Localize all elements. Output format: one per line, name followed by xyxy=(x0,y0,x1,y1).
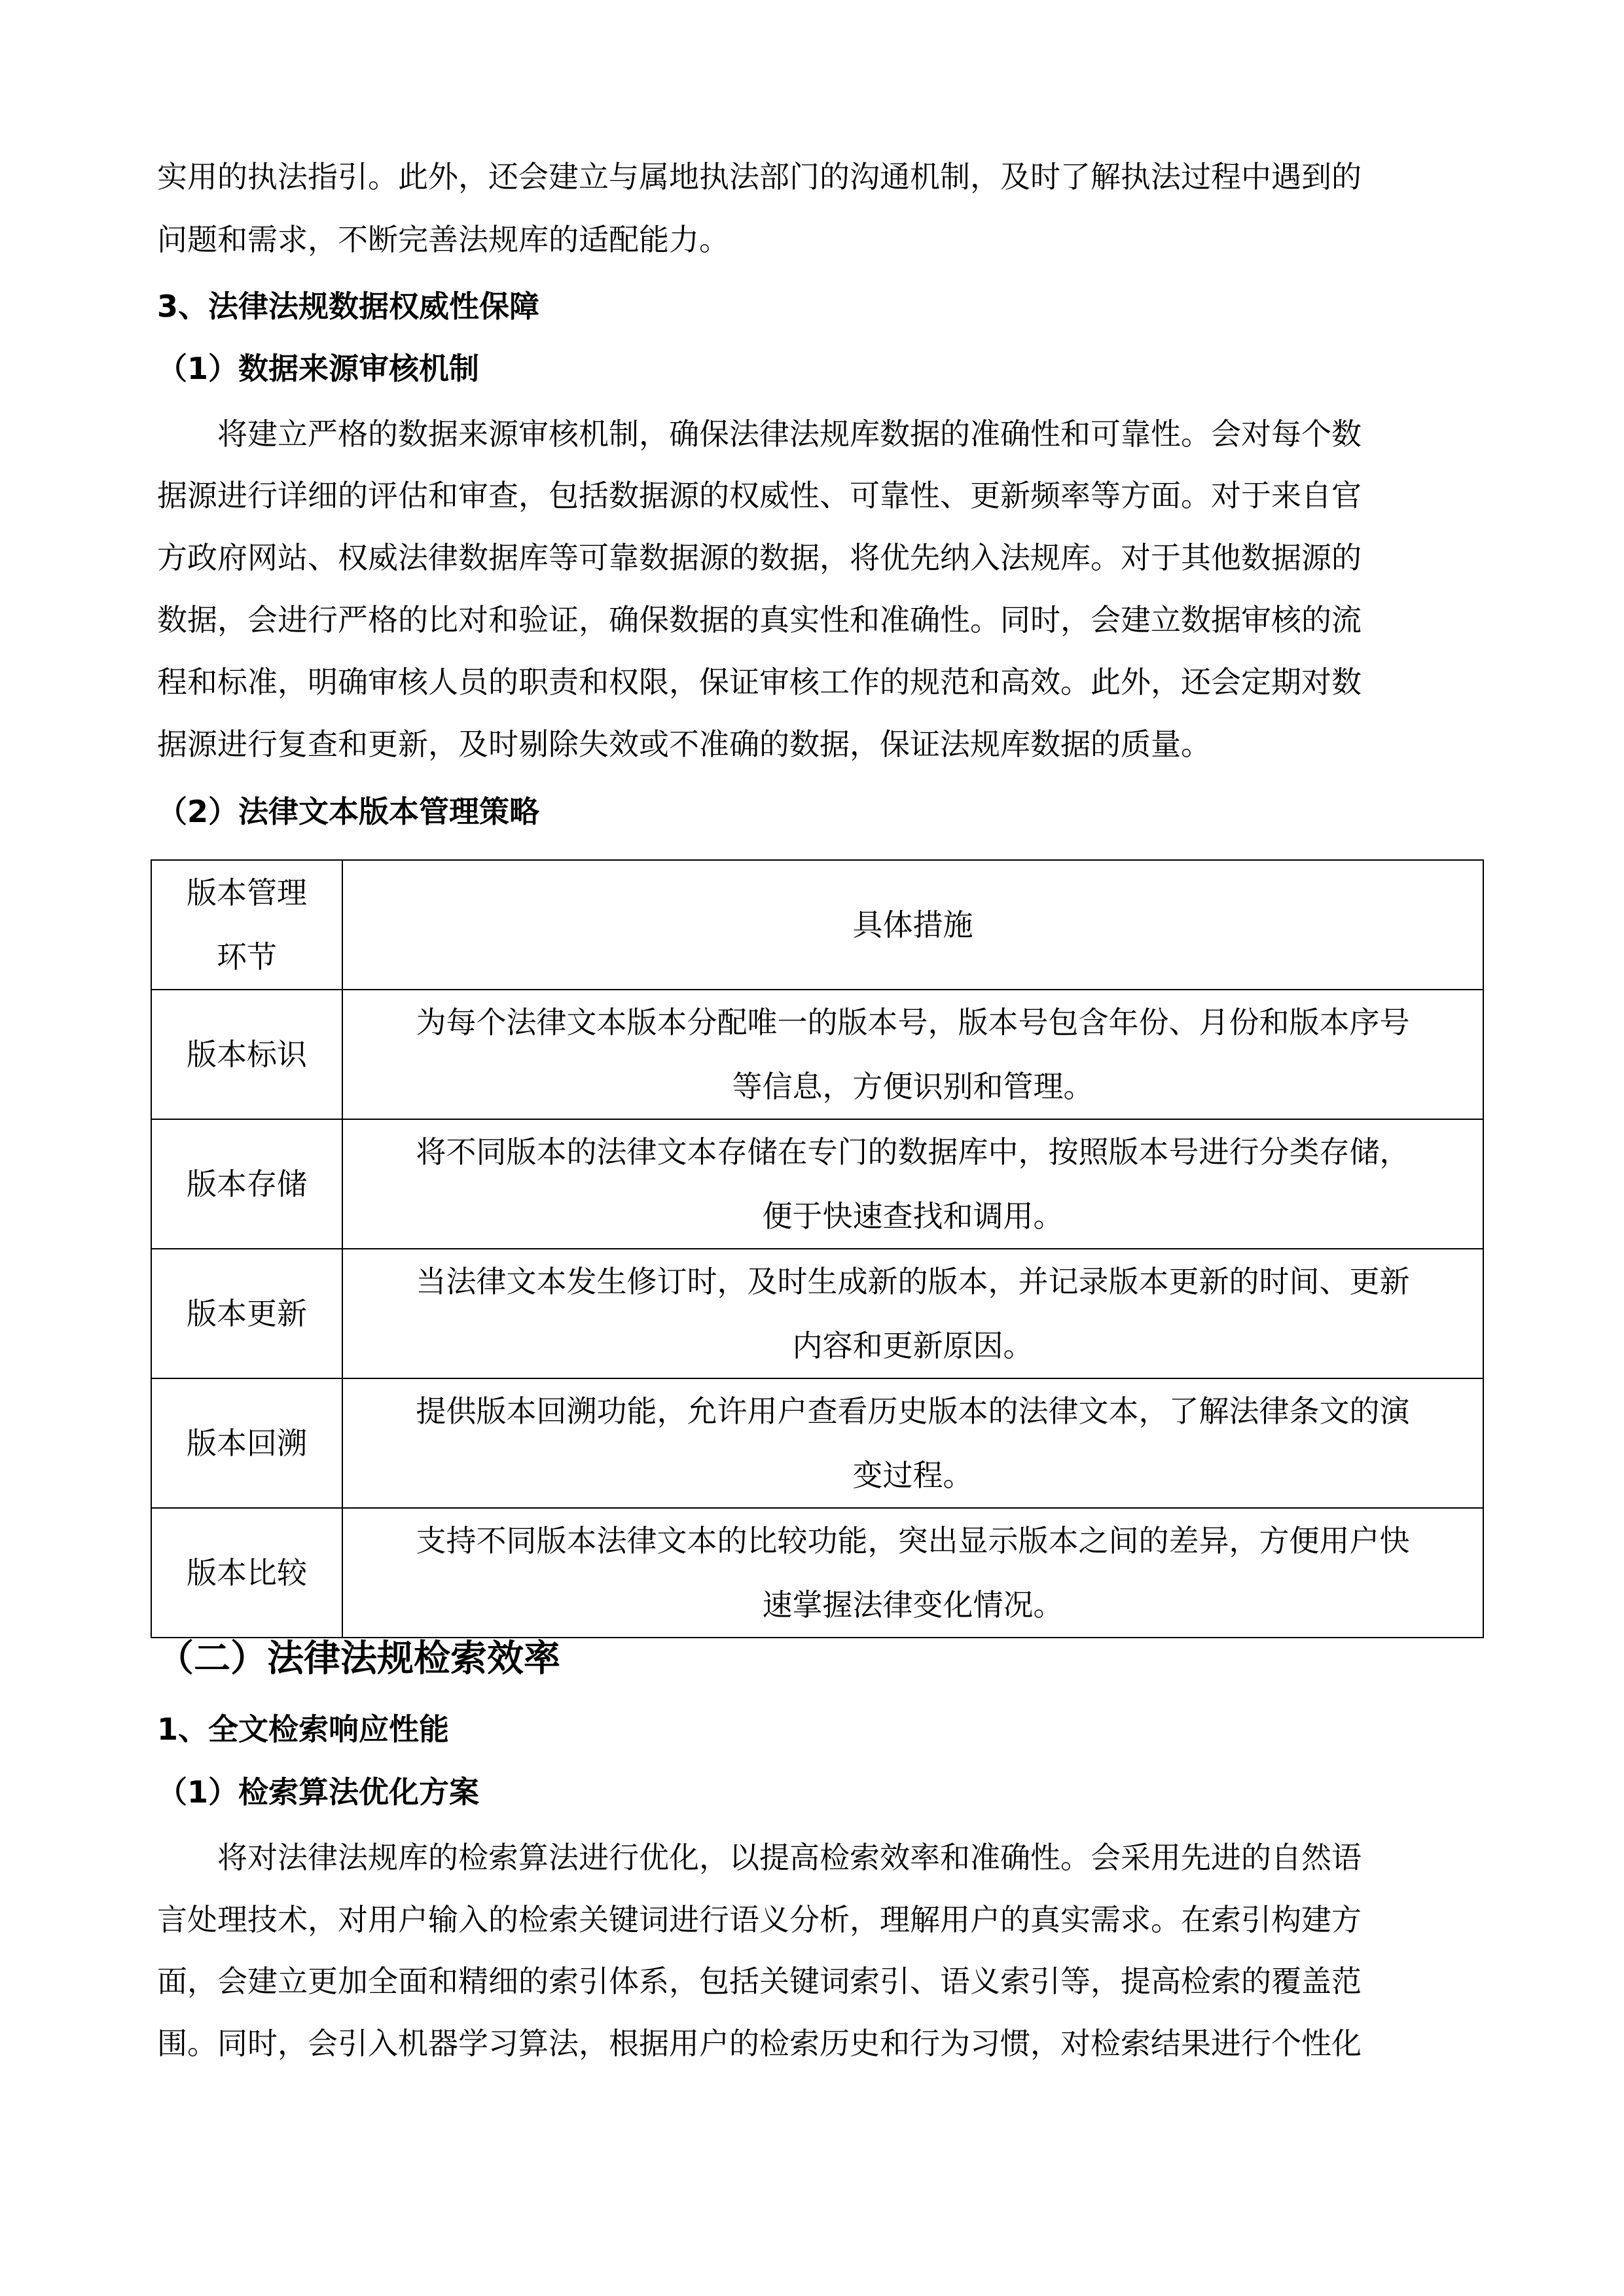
subsection-heading: （1）数据来源审核机制 xyxy=(157,351,480,386)
paragraph-line: 据源进行复查和更新，及时剔除失效或不准确的数据，保证法规库数据的质量。 xyxy=(157,726,1211,762)
stage-cell: 版本比较 xyxy=(151,1508,342,1638)
header-label: 版本管理 xyxy=(187,875,307,910)
measure-text: 等信息，方便识别和管理。 xyxy=(732,1069,1094,1104)
stage-cell: 版本回溯 xyxy=(151,1378,342,1508)
measure-cell xyxy=(342,990,1483,1119)
measure-cell xyxy=(342,1508,1483,1638)
paragraph-line: 将对法律法规库的检索算法进行优化，以提高检索效率和准确性。会采用先进的自然语 xyxy=(217,1840,1362,1875)
stage-cell: 版本标识 xyxy=(151,990,342,1119)
measure-text: 变过程。 xyxy=(852,1458,973,1493)
measure-text: 为每个法律文本版本分配唯一的版本号，版本号包含年份、月份和版本序号 xyxy=(416,1005,1410,1040)
header-label: 具体措施 xyxy=(852,907,973,942)
subsection-heading: （1）检索算法优化方案 xyxy=(157,1774,480,1810)
measure-cell xyxy=(342,1119,1483,1249)
section-heading: 1、全文检索响应性能 xyxy=(157,1712,450,1747)
measure-text: 便于快速查找和调用。 xyxy=(762,1198,1064,1234)
paragraph-line: 据源进行详细的评估和审查，包括数据源的权威性、可靠性、更新频率等方面。对于来自官 xyxy=(157,478,1362,513)
measure-text: 当法律文本发生修订时，及时生成新的版本，并记录版本更新的时间、更新 xyxy=(416,1264,1410,1299)
measure-cell xyxy=(342,1249,1483,1378)
header-label: 环节 xyxy=(217,939,277,975)
table-header-cell xyxy=(342,860,1483,990)
subsection-heading: （2）法律文本版本管理策略 xyxy=(157,794,540,829)
paragraph-line: 问题和需求，不断完善法规库的适配能力。 xyxy=(157,222,729,257)
paragraph-line: 面，会建立更加全面和精细的索引体系，包括关键词索引、语义索引等，提高检索的覆盖范 xyxy=(157,1964,1362,1999)
paragraph-line: 言处理技术，对用户输入的检索关键词进行语义分析，理解用户的真实需求。在索引构建方 xyxy=(157,1902,1362,1937)
paragraph-line: 围。同时，会引入机器学习算法，根据用户的检索历史和行为习惯，对检索结果进行个性化 xyxy=(157,2026,1362,2061)
section-heading: 3、法律法规数据权威性保障 xyxy=(157,289,540,324)
version-management-table xyxy=(151,859,1484,1638)
paragraph-line: 方政府网站、权威法律数据库等可靠数据源的数据，将优先纳入法规库。对于其他数据源的 xyxy=(157,540,1362,575)
paragraph-line: 程和标准，明确审核人员的职责和权限，保证审核工作的规范和高效。此外，还会定期对数 xyxy=(157,664,1362,700)
paragraph-line: 将建立严格的数据来源审核机制，确保法律法规库数据的准确性和可靠性。会对每个数 xyxy=(217,416,1362,452)
measure-cell xyxy=(342,1378,1483,1508)
table-header-row xyxy=(151,860,1483,990)
stage-cell: 版本存储 xyxy=(151,1119,342,1249)
stage-cell: 版本更新 xyxy=(151,1249,342,1378)
measure-text: 支持不同版本法律文本的比较功能，突出显示版本之间的差异，方便用户快 xyxy=(416,1523,1410,1558)
table-header-cell xyxy=(151,860,342,990)
table-row xyxy=(151,1508,1483,1638)
measure-text: 内容和更新原因。 xyxy=(792,1328,1034,1363)
measure-text: 将不同版本的法律文本存储在专门的数据库中，按照版本号进行分类存储， xyxy=(416,1134,1410,1170)
paragraph-line: 实用的执法指引。此外，还会建立与属地执法部门的沟通机制，及时了解执法过程中遇到的 xyxy=(157,159,1362,194)
table-row xyxy=(151,1378,1483,1508)
measure-text: 速掌握法律变化情况。 xyxy=(762,1587,1064,1623)
table-row xyxy=(151,1119,1483,1249)
table-row xyxy=(151,990,1483,1119)
paragraph-line: 数据，会进行严格的比对和验证，确保数据的真实性和准确性。同时，会建立数据审核的流 xyxy=(157,602,1362,637)
chapter-heading: （二）法律法规检索效率 xyxy=(157,1638,560,1680)
measure-text: 提供版本回溯功能，允许用户查看历史版本的法律文本，了解法律条文的演 xyxy=(416,1393,1410,1429)
table-row xyxy=(151,1249,1483,1378)
